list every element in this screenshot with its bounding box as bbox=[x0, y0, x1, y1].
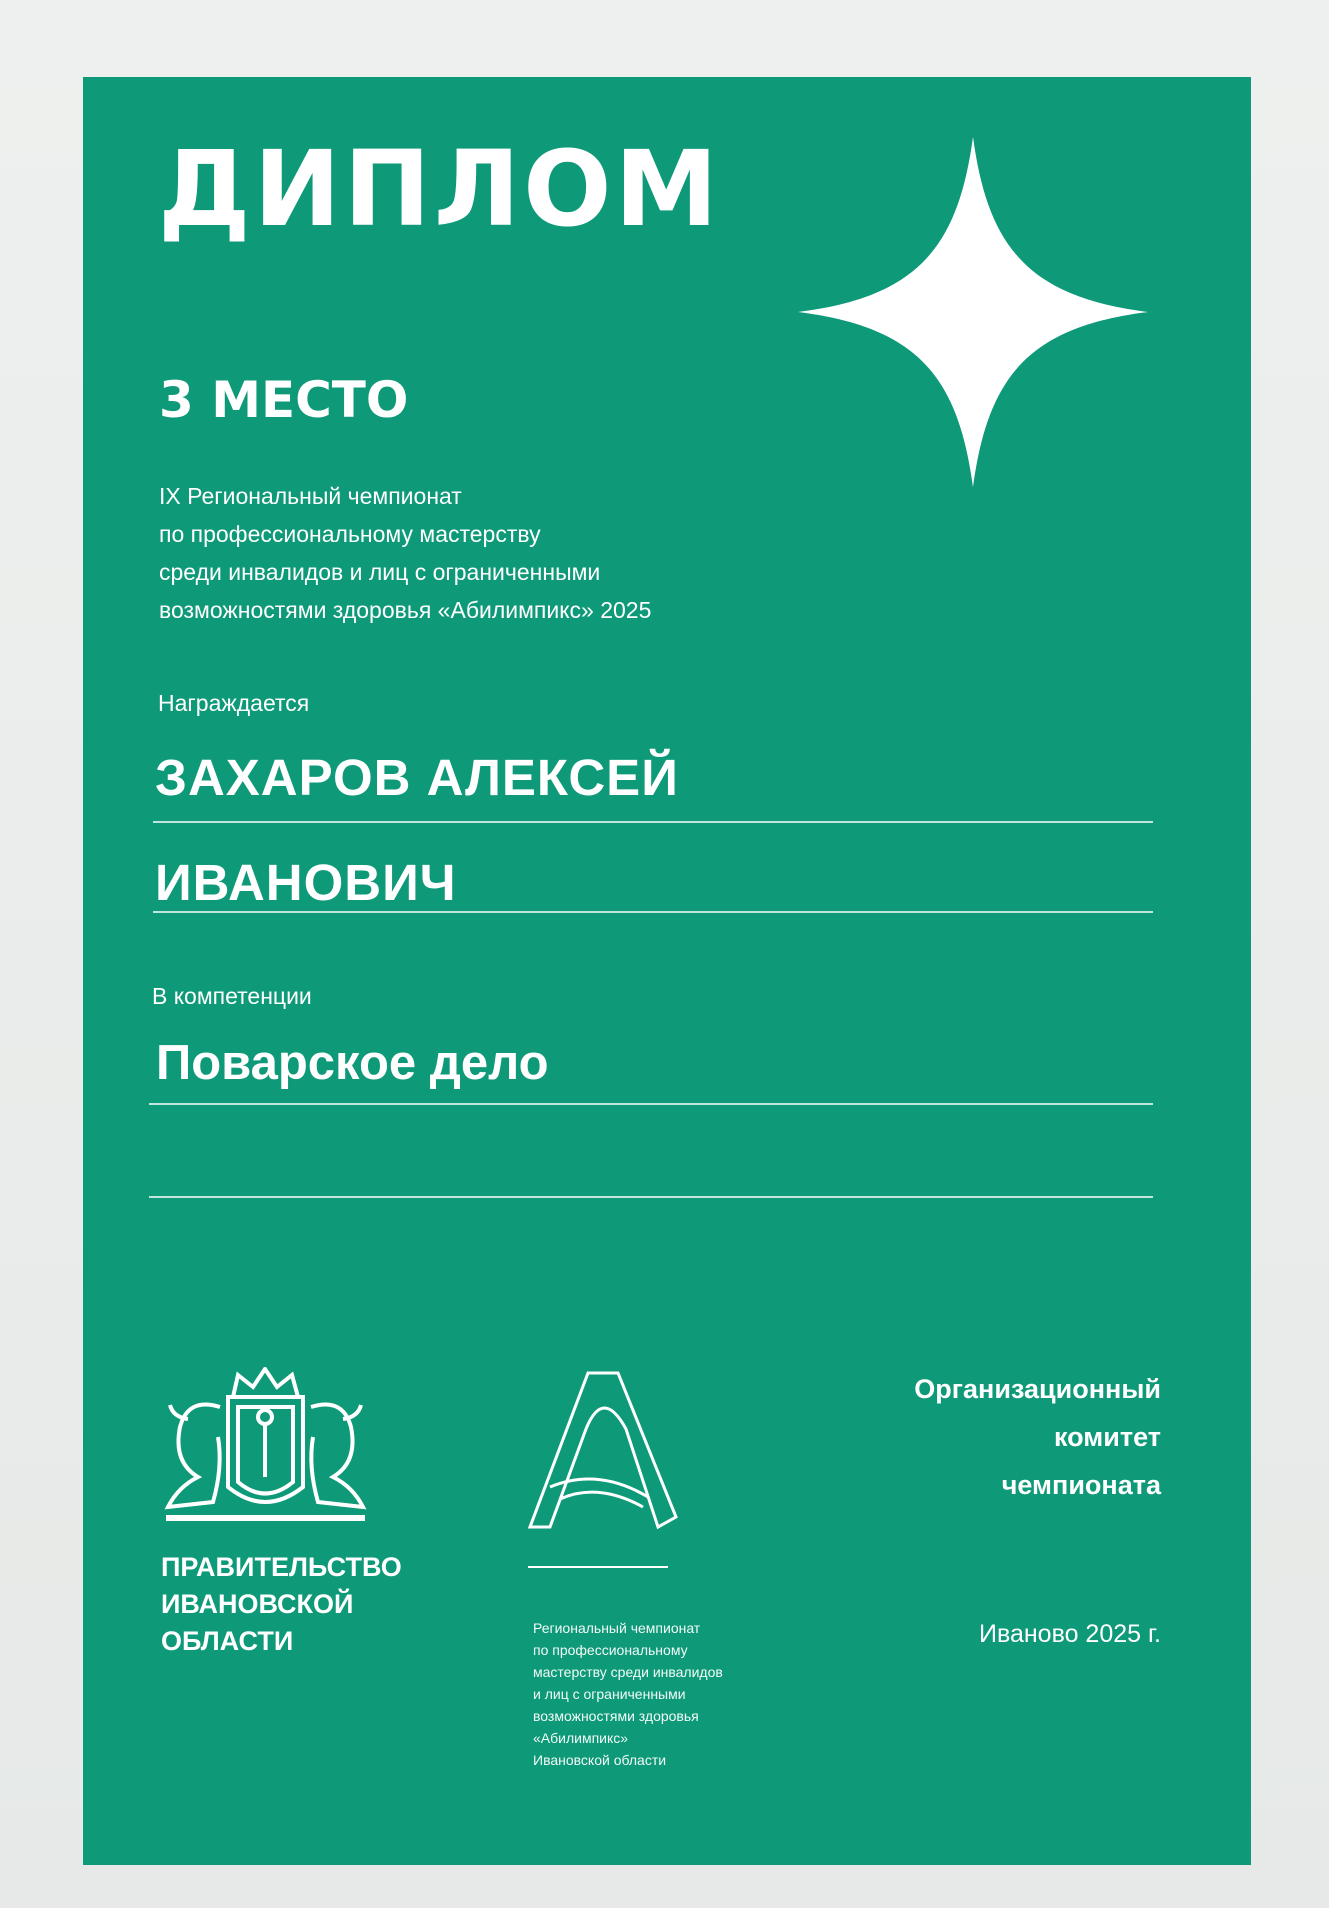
organizer-name bbox=[761, 1365, 1161, 1509]
organizer-line: комитет bbox=[1054, 1422, 1161, 1452]
event-description bbox=[159, 477, 799, 629]
event-line: по профессиональному мастерству bbox=[159, 521, 541, 547]
coat-of-arms-icon bbox=[158, 1367, 373, 1527]
event-line: возможностями здоровья «Абилимпикс» 2025 bbox=[159, 597, 652, 623]
caption-line: возможностями здоровья bbox=[533, 1708, 699, 1724]
empty-underline bbox=[149, 1196, 1153, 1198]
government-line: ОБЛАСТИ bbox=[161, 1626, 294, 1656]
competence-underline bbox=[149, 1103, 1153, 1105]
government-line: ПРАВИТЕЛЬСТВО bbox=[161, 1552, 402, 1582]
caption-line: «Абилимпикс» bbox=[533, 1730, 629, 1746]
name-underline bbox=[153, 911, 1153, 913]
championship-caption bbox=[533, 1617, 803, 1771]
competence-value: Поварское дело bbox=[156, 1036, 549, 1090]
abilympics-logo-icon bbox=[528, 1367, 678, 1572]
competence-label: В компетенции bbox=[152, 983, 312, 1009]
government-line: ИВАНОВСКОЙ bbox=[161, 1589, 354, 1619]
diploma-title: ДИПЛОМ bbox=[158, 128, 721, 250]
caption-line: Ивановской области bbox=[533, 1752, 667, 1768]
caption-line: мастерству среди инвалидов bbox=[533, 1664, 723, 1680]
place-heading: 3 МЕСТО bbox=[159, 371, 409, 429]
caption-line: Региональный чемпионат bbox=[533, 1620, 701, 1636]
event-line: IX Региональный чемпионат bbox=[159, 483, 462, 509]
event-line: среди инвалидов и лиц с ограниченными bbox=[159, 559, 601, 585]
caption-line: по профессиональному bbox=[533, 1642, 688, 1658]
organizer-line: чемпионата bbox=[1001, 1470, 1161, 1500]
name-underline bbox=[153, 821, 1153, 823]
city-date: Иваново 2025 г. bbox=[978, 1620, 1161, 1648]
star-sparkle-icon bbox=[798, 137, 1148, 487]
diploma bbox=[83, 77, 1251, 1865]
recipient-name-line: ИВАНОВИЧ bbox=[155, 854, 457, 911]
awarded-label: Награждается bbox=[158, 690, 310, 716]
government-name bbox=[161, 1549, 402, 1660]
organizer-line: Организационный bbox=[914, 1374, 1161, 1404]
caption-line: и лиц с ограниченными bbox=[533, 1686, 686, 1702]
recipient-name-line: ЗАХАРОВ АЛЕКСЕЙ bbox=[155, 749, 679, 806]
